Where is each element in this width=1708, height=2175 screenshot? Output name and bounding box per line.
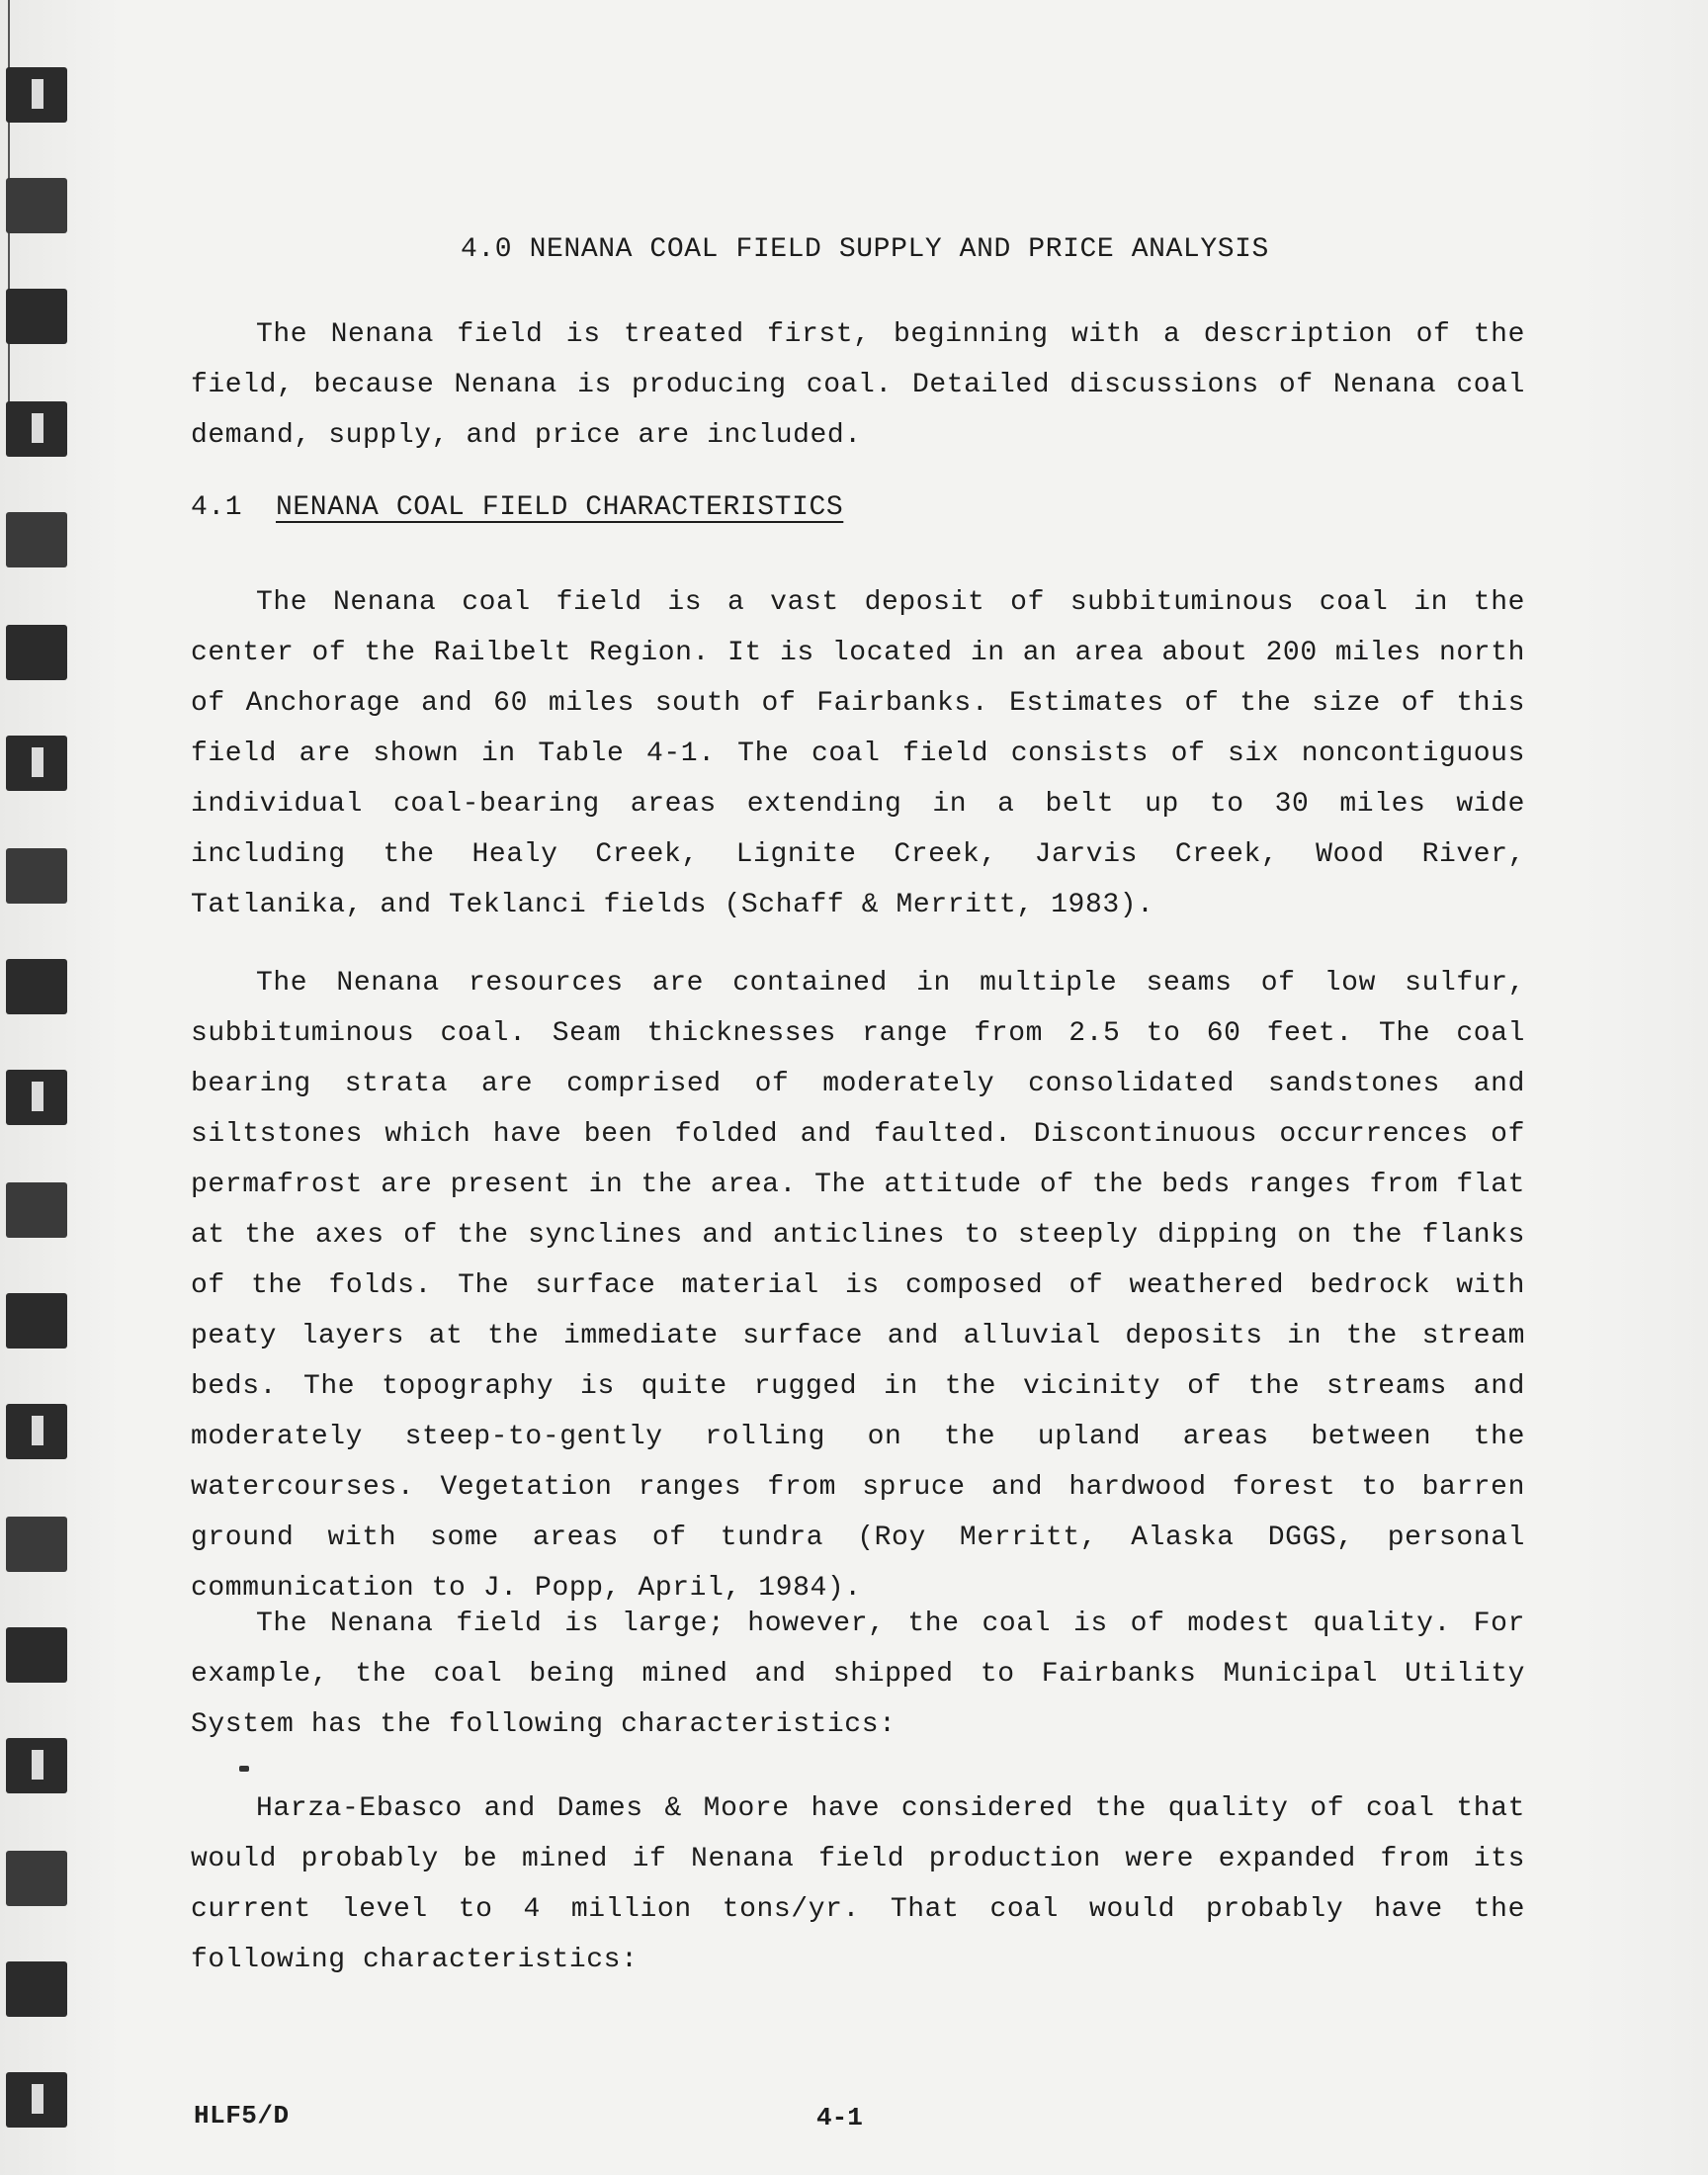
section-title: NENANA COAL FIELD CHARACTERISTICS [276,492,844,523]
binding-hole [6,401,67,457]
binding-hole [6,2072,67,2128]
intro-paragraph: The Nenana field is treated first, beginning with a description of the field, because Nenana is producing coal. Detailed discussions of Nenana coal demand, supply, and price are included. [191,319,1525,451]
binding-hole [6,1070,67,1125]
binding-hole [6,512,67,567]
stray-mark [239,1766,249,1772]
binding-hole [6,1961,67,2017]
paragraph-expansion-quality: Harza-Ebasco and Dames & Moore have considered the quality of coal that would probably be mined if Nenana field production were expanded from its current level to 4 million tons/yr. That coal would probably have the following characteristics: [191,1793,1525,1975]
spiral-binding [0,0,79,2175]
binding-hole [6,1627,67,1683]
footer-page-number: 4-1 [816,2103,863,2132]
section-number: 4.1 [191,492,243,523]
binding-hole [6,736,67,791]
section-heading [191,492,843,523]
binding-hole [6,1404,67,1459]
paragraph-resources: The Nenana resources are contained in multiple seams of low sulfur, subbituminous coal. Seam thicknesses range from 2.5 to 60 feet. The coal bearing strata are comprised of moderately consolidated sandstones and siltstones which have been folded and faulted. Discontinuous occurrences of permafrost are present in the area. The attitude of the beds ranges from flat at the axes of the synclines and anticlines to steeply dipping on the flanks of the folds. The surface material is composed of weathered bedrock with peaty layers at the immediate surface and alluvial deposits in the stream beds. The topography is quite rugged in the vicinity of the streams and moderately steep-to-gently rolling on the upland areas between the watercourses. Vegetation ranges from spruce and hardwood forest to barren ground with some areas of tundra (Roy Merritt, Alaska DGGS, personal communication to J. Popp, April, 1984). [191,968,1525,1604]
binding-hole [6,1293,67,1348]
paragraph-field-quality: The Nenana field is large; however, the coal is of modest quality. For example, the coal being mined and shipped to Fairbanks Municipal Utility System has the following characteristics: [191,1609,1525,1740]
binding-hole [6,1851,67,1906]
paragraph-coal-field: The Nenana coal field is a vast deposit of subbituminous coal in the center of the Railbelt Region. It is located in an area about 200 miles north of Anchorage and 60 miles south of Fairbanks. Estimates of the size of this field are shown in Table 4-1. The coal field consists of six noncontiguous individual coal-bearing areas extending in a belt up to 30 miles wide including the Healy Creek, Lignite Creek, Jarvis Creek, Wood River, Tatlanika, and Teklanci fields (Schaff & Merritt, 1983). [191,587,1525,920]
binding-hole [6,1182,67,1238]
main-heading: 4.0 NENANA COAL FIELD SUPPLY AND PRICE ANALYSIS [461,234,1269,265]
binding-hole [6,1738,67,1793]
binding-hole [6,67,67,123]
binding-hole [6,289,67,344]
binding-hole [6,959,67,1014]
footer-document-code: HLF5/D [194,2101,290,2131]
binding-hole [6,1517,67,1572]
binding-hole [6,625,67,680]
binding-hole [6,178,67,233]
binding-hole [6,848,67,904]
